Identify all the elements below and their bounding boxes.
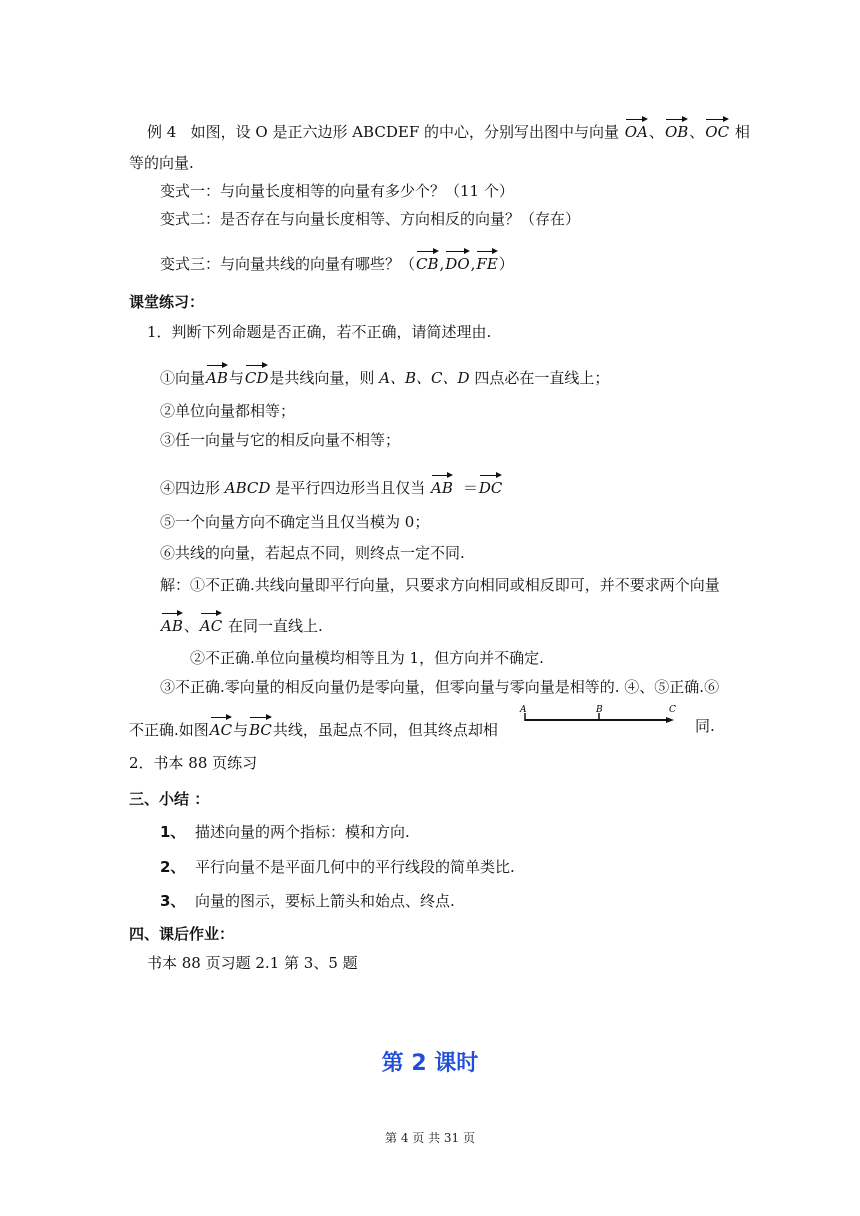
vector-ab: AB bbox=[161, 612, 183, 636]
example4-text-end: 相 bbox=[734, 123, 750, 141]
solution-2: ②不正确.单位向量模均相等且为 1，但方向并不确定. bbox=[190, 649, 544, 667]
separator: 、 bbox=[689, 123, 705, 141]
solution-1: 解：①不正确.共线向量即平行向量，只要求方向相同或相反即可，并不要求两个向量 bbox=[160, 576, 720, 594]
item-2: ②单位向量都相等； bbox=[160, 402, 296, 420]
solution-4 bbox=[129, 716, 498, 740]
solution-4-text: 与 bbox=[233, 721, 249, 739]
variant-3 bbox=[160, 250, 514, 274]
vector-dc: DC bbox=[479, 474, 503, 498]
item-1-text: 与 bbox=[228, 369, 244, 387]
variant-1: 变式一：与向量长度相等的向量有多少个？（11 个） bbox=[160, 182, 514, 200]
summary-item-3 bbox=[160, 891, 455, 911]
item-3: ③任一向量与它的相反向量不相等； bbox=[160, 431, 401, 449]
variant-3-text: 变式三：与向量共线的向量有哪些？（ bbox=[160, 255, 416, 273]
item-1 bbox=[160, 364, 609, 388]
example4-text: 如图，设 O 是正六边形 ABCDEF 的中心，分别写出图中与向量 bbox=[190, 123, 619, 141]
item-4 bbox=[160, 474, 503, 498]
item-6: ⑥共线的向量，若起点不同，则终点一定不同. bbox=[160, 544, 465, 562]
summary-heading: 三、小结 ： bbox=[129, 790, 210, 808]
summary-text: 向量的图示，要标上箭头和始点、终点. bbox=[194, 892, 455, 910]
vector-cb: CB bbox=[416, 250, 439, 274]
vector-oa: OA bbox=[625, 118, 648, 142]
diagram-label-a: A bbox=[520, 705, 527, 715]
solution-3: ③不正确.零向量的相反向量仍是零向量，但零向量与零向量是相等的. ④、⑤正确.⑥ bbox=[160, 678, 720, 696]
item-1-text: 四点必在一直线上； bbox=[474, 369, 610, 387]
diagram-label-c: C bbox=[669, 705, 676, 715]
item-1-points: A、B、C、D bbox=[379, 369, 470, 387]
vector-cd: CD bbox=[245, 364, 269, 388]
summary-num: 3、 bbox=[160, 892, 186, 910]
homework-text: 书本 88 页习题 2.1 第 3、5 题 bbox=[147, 954, 358, 972]
diagram-arrowhead bbox=[666, 717, 674, 723]
section-title: 第 2 课时 bbox=[381, 1051, 479, 1076]
homework-heading: 四、课后作业： bbox=[129, 925, 235, 943]
summary-item-1 bbox=[160, 822, 410, 842]
item-4-text: ④四边形 bbox=[160, 479, 221, 497]
vector-ab: AB bbox=[206, 364, 228, 388]
solution-4-end: 同. bbox=[695, 717, 715, 735]
page-footer: 第 4 页 共 31 页 bbox=[385, 1131, 475, 1145]
comma: , bbox=[470, 255, 476, 273]
variant-2: 变式二：是否存在与向量长度相等、方向相反的向量？（存在） bbox=[160, 210, 581, 228]
item-1-text: ①向量 bbox=[160, 369, 206, 387]
summary-text: 平行向量不是平面几何中的平行线段的简单类比. bbox=[194, 858, 515, 876]
vector-fe: FE bbox=[476, 250, 497, 274]
vector-ob: OB bbox=[665, 118, 688, 142]
item-5: ⑤一个向量方向不确定当且仅当模为 0； bbox=[160, 513, 430, 531]
separator: 、 bbox=[183, 617, 199, 635]
example4-label: 例 4 bbox=[147, 123, 177, 141]
question-2: 2．书本 88 页练习 bbox=[129, 754, 258, 772]
paren-close: ） bbox=[498, 255, 514, 273]
solution-4-text: 共线，虽起点不同，但其终点却相 bbox=[272, 721, 498, 739]
comma: , bbox=[439, 255, 445, 273]
solution-1-text: 在同一直线上. bbox=[227, 617, 323, 635]
summary-item-2 bbox=[160, 857, 515, 877]
summary-num: 1、 bbox=[160, 823, 186, 841]
item-1-text: 是共线向量，则 bbox=[269, 369, 375, 387]
item-4-text: 是平行四边形当且仅当 bbox=[275, 479, 426, 497]
vector-bc: BC bbox=[249, 716, 272, 740]
summary-num: 2、 bbox=[160, 858, 186, 876]
separator: 、 bbox=[648, 123, 664, 141]
vector-do: DO bbox=[445, 250, 469, 274]
practice-heading: 课堂练习： bbox=[129, 293, 205, 311]
vector-oc: OC bbox=[705, 118, 729, 142]
vector-ab: AB bbox=[431, 474, 453, 498]
question-1: 1．判断下列命题是否正确，若不正确，请简述理由. bbox=[147, 323, 492, 341]
collinear-vectors-diagram bbox=[516, 702, 686, 728]
example4-line1 bbox=[147, 118, 750, 142]
summary-text: 描述向量的两个指标：模和方向. bbox=[194, 823, 410, 841]
diagram-label-b: B bbox=[596, 705, 603, 715]
example4-line2: 等的向量. bbox=[129, 154, 194, 172]
item-4-name: ABCD bbox=[224, 479, 271, 497]
solution-1-cont bbox=[160, 612, 323, 636]
vector-ac: AC bbox=[210, 716, 232, 740]
vector-ac: AC bbox=[200, 612, 222, 636]
solution-4-text: 不正确.如图 bbox=[129, 721, 209, 739]
equals: ＝ bbox=[462, 479, 478, 497]
